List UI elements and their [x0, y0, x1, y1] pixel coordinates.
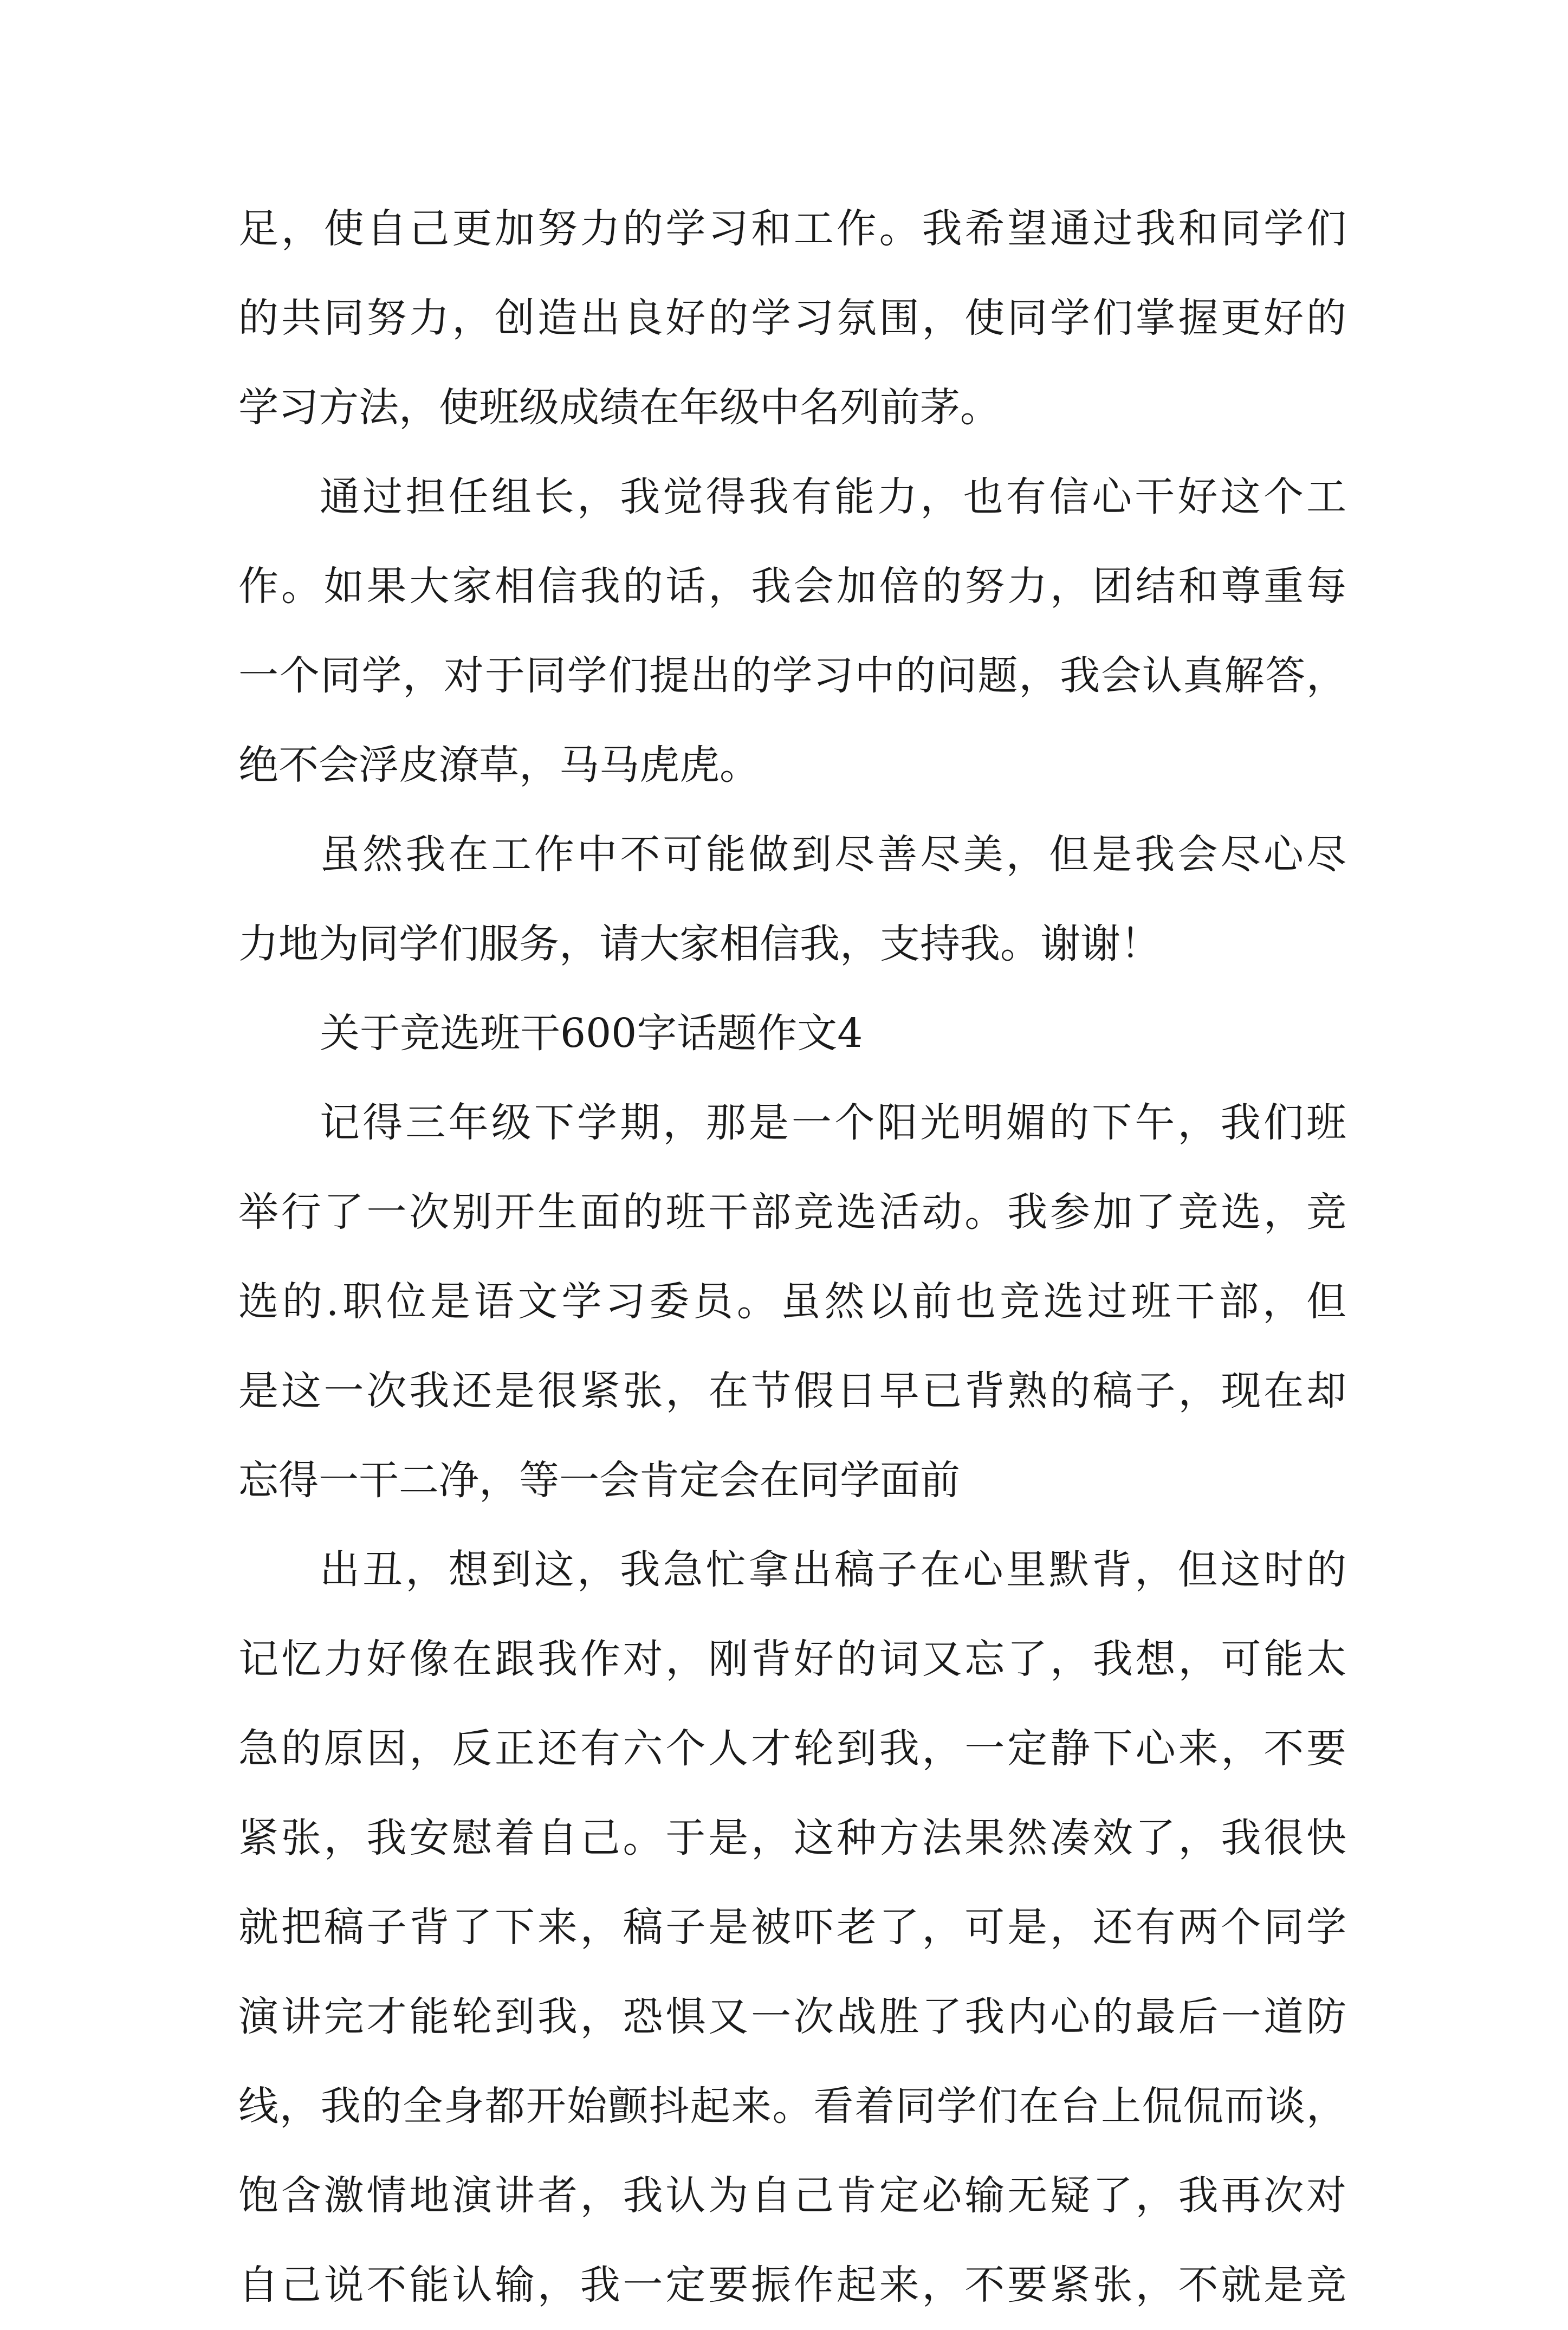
paragraph-first-line: 出丑，想到这，我急忙拿出稿子在心里默背，但这时的: [320, 1546, 1346, 1593]
text-line: 力地为同学们服务，请大家相信我，支持我。谢谢！: [238, 921, 1161, 967]
section-heading: 关于竞选班干600字话题作文4: [320, 1010, 863, 1057]
text-line: 饱含激情地演讲者，我认为自己肯定必输无疑了，我再次对: [238, 2172, 1346, 2219]
paragraph-first-line: 记得三年级下学期，那是一个阳光明媚的下午，我们班: [320, 1099, 1346, 1146]
text-line: 足，使自己更加努力的学习和工作。我希望通过我和同学们: [238, 205, 1346, 252]
text-line: 记忆力好像在跟我作对，刚背好的词又忘了，我想，可能太: [238, 1636, 1346, 1682]
text-line: 自己说不能认输，我一定要振作起来，不要紧张，不就是竞: [238, 2262, 1346, 2308]
text-line: 学习方法，使班级成绩在年级中名列前茅。: [238, 384, 1000, 431]
text-line: 一个同学，对于同学们提出的学习中的问题，我会认真解答，: [238, 652, 1346, 699]
text-line: 绝不会浮皮潦草，马马虎虎。: [238, 742, 760, 788]
text-line: 忘得一干二净，等一会肯定会在同学面前: [238, 1457, 960, 1504]
text-line: 就把稿子背了下来，稿子是被吓老了，可是，还有两个同学: [238, 1904, 1346, 1951]
paragraph-first-line: 虽然我在工作中不可能做到尽善尽美，但是我会尽心尽: [320, 831, 1346, 878]
text-line: 的共同努力，创造出良好的学习氛围，使同学们掌握更好的: [238, 295, 1346, 341]
text-line: 急的原因，反正还有六个人才轮到我，一定静下心来，不要: [238, 1725, 1346, 1772]
text-line: 选的.职位是语文学习委员。虽然以前也竞选过班干部，但: [238, 1278, 1346, 1325]
text-line: 演讲完才能轮到我，恐惧又一次战胜了我内心的最后一道防: [238, 1994, 1346, 2040]
text-line: 线，我的全身都开始颤抖起来。看着同学们在台上侃侃而谈，: [238, 2083, 1346, 2130]
text-line: 作。如果大家相信我的话，我会加倍的努力，团结和尊重每: [238, 563, 1346, 610]
paragraph-first-line: 通过担任组长，我觉得我有能力，也有信心干好这个工: [320, 474, 1346, 520]
text-line: 紧张，我安慰着自己。于是，这种方法果然凑效了，我很快: [238, 1815, 1346, 1861]
text-line: 举行了一次别开生面的班干部竞选活动。我参加了竞选，竞: [238, 1189, 1346, 1235]
essay-text: [238, 184, 1346, 2330]
text-line: 是这一次我还是很紧张，在节假日早已背熟的稿子，现在却: [238, 1368, 1346, 1414]
